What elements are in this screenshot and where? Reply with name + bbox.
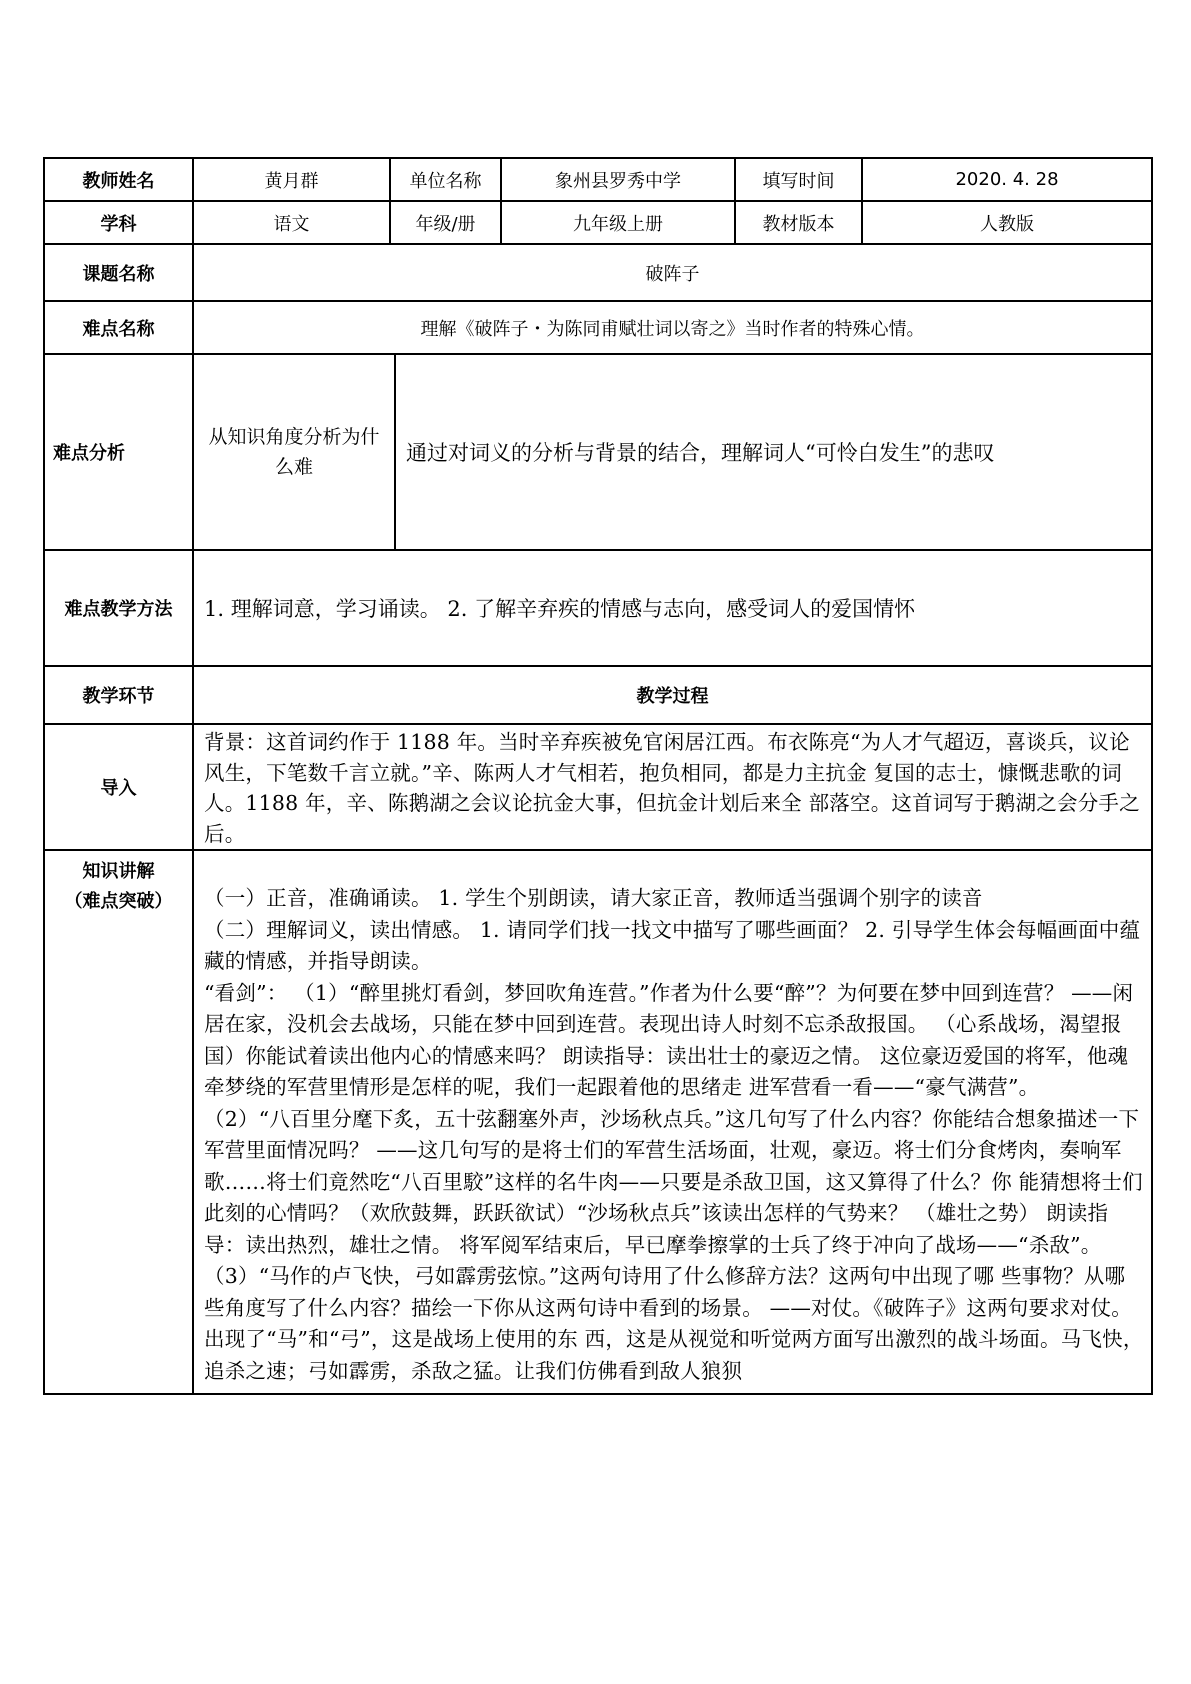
subject-label: 学科 — [44, 201, 193, 244]
topic-label: 课题名称 — [44, 244, 193, 301]
unit-name-value: 象州县罗秀中学 — [501, 158, 735, 201]
knowledge-paragraph: （一）正音，准确诵读。 1. 学生个别朗读，请大家正音，教师适当强调个别字的读音 — [204, 886, 983, 910]
knowledge-label-cell — [44, 850, 193, 1394]
stage-header-label: 教学环节 — [44, 666, 193, 724]
subject-value: 语文 — [193, 201, 390, 244]
unit-name-label: 单位名称 — [390, 158, 501, 201]
method-value: 1. 理解词意，学习诵读。 2. 了解辛弃疾的情感与志向，感受词人的爱国情怀 — [193, 550, 1152, 666]
knowledge-label-line1: 知识讲解 — [82, 861, 155, 882]
analysis-row — [44, 354, 1152, 550]
grade-value: 九年级上册 — [501, 201, 735, 244]
intro-row — [44, 724, 1152, 850]
difficulty-label: 难点名称 — [44, 301, 193, 354]
method-label: 难点教学方法 — [44, 550, 193, 666]
process-header-label: 教学过程 — [193, 666, 1152, 724]
process-header-row — [44, 666, 1152, 724]
analysis-split — [194, 355, 1151, 549]
knowledge-label-line2: （难点突破） — [64, 891, 173, 912]
difficulty-value: 理解《破阵子・为陈同甫赋壮词以寄之》当时作者的特殊心情。 — [193, 301, 1152, 354]
header-row-2 — [44, 201, 1152, 244]
fill-date-label: 填写时间 — [735, 158, 862, 201]
teacher-name-label: 教师姓名 — [44, 158, 193, 201]
edition-label: 教材版本 — [735, 201, 862, 244]
analysis-value: 通过对词义的分析与背景的结合，理解词人“可怜白发生”的悲叹 — [406, 441, 995, 465]
topic-value: 破阵子 — [193, 244, 1152, 301]
intro-text: 背景：这首词约作于 1188 年。当时辛弃疾被免官闲居江西。布衣陈亮“为人才气超迈，喜谈兵，议论风生，下笔数千言立就。”辛、陈两人才气相若，抱负相同，都是力主抗金 复国的志士，慷慨悲歌的词人。1188 年，辛、陈鹅湖之会议论抗金大事，但抗金计划后来全 部落空。这首词写于鹅湖之会分手之后。 — [193, 724, 1152, 850]
teacher-name-value: 黄月群 — [193, 158, 390, 201]
knowledge-body — [193, 850, 1152, 1394]
difficulty-row — [44, 301, 1152, 354]
edition-value: 人教版 — [862, 201, 1152, 244]
knowledge-paragraph: “看剑”： （1）“醉里挑灯看剑，梦回吹角连营。”作者为什么要“醉”？为何要在梦中回到连营？ ——闲居在家，没机会去战场，只能在梦中回到连营。表现出诗人时刻不忘杀敌报国。 （心系战场，渴望报国）你能试着读出他内心的情感来吗？ 朗读指导：读出壮士的豪迈之情。 这位豪迈爱国的将军，他魂牵梦绕的军营里情形是怎样的呢，我们一起跟着他的思绪走 进军营看一看——“豪气满营”。 — [204, 980, 1134, 1099]
fill-date-value: 2020. 4. 28 — [862, 158, 1152, 201]
knowledge-paragraph: （二）理解词义，读出情感。 1. 请同学们找一找文中描写了哪些画面？ 2. 引导学生体会每幅画面中蕴藏的情感，并指导朗读。 — [204, 917, 1141, 973]
knowledge-paragraph: （3）“马作的卢飞快，弓如霹雳弦惊。”这两句诗用了什么修辞方法？这两句中出现了哪 些事物？从哪些角度写了什么内容？描绘一下你从这两句诗中看到的场景。 ——对仗。《破阵子》这两句要求对仗。出现了“马”和“弓”，这是战场上使用的东 西，这是从视觉和听觉两方面写出激烈的战斗场面。马飞快，追杀之速；弓如霹雳，杀敌之猛。让我们仿佛看到敌人狼狈 — [204, 1264, 1144, 1383]
method-row — [44, 550, 1152, 666]
analysis-label: 难点分析 — [44, 354, 193, 550]
topic-row — [44, 244, 1152, 301]
knowledge-row — [44, 850, 1152, 1394]
intro-label: 导入 — [44, 724, 193, 850]
analysis-sub-label: 从知识角度分析为什么难 — [194, 355, 396, 549]
lesson-plan-table — [43, 157, 1153, 1395]
knowledge-paragraph: （2）“八百里分麾下炙，五十弦翻塞外声，沙场秋点兵。”这几句写了什么内容？你能结合想象描述一下军营里面情况吗？ ——这几句写的是将士们的军营生活场面，壮观，豪迈。将士们分食烤肉，奏响军 歌……将士们竟然吃“八百里駮”这样的名牛肉——只要是杀敌卫国，这又算得了什么？你 能猜想将士们此刻的心情吗？（欢欣鼓舞，跃跃欲试）“沙场秋点兵”该读出怎样的气势来？ （雄壮之势） 朗读指导：读出热烈，雄壮之情。 将军阅军结束后，早已摩拳擦掌的士兵了终于冲向了战场——“杀敌”。 — [204, 1106, 1143, 1257]
analysis-cell — [193, 354, 1152, 550]
lesson-plan-page — [43, 157, 1151, 1395]
grade-label: 年级/册 — [390, 201, 501, 244]
header-row-1 — [44, 158, 1152, 201]
